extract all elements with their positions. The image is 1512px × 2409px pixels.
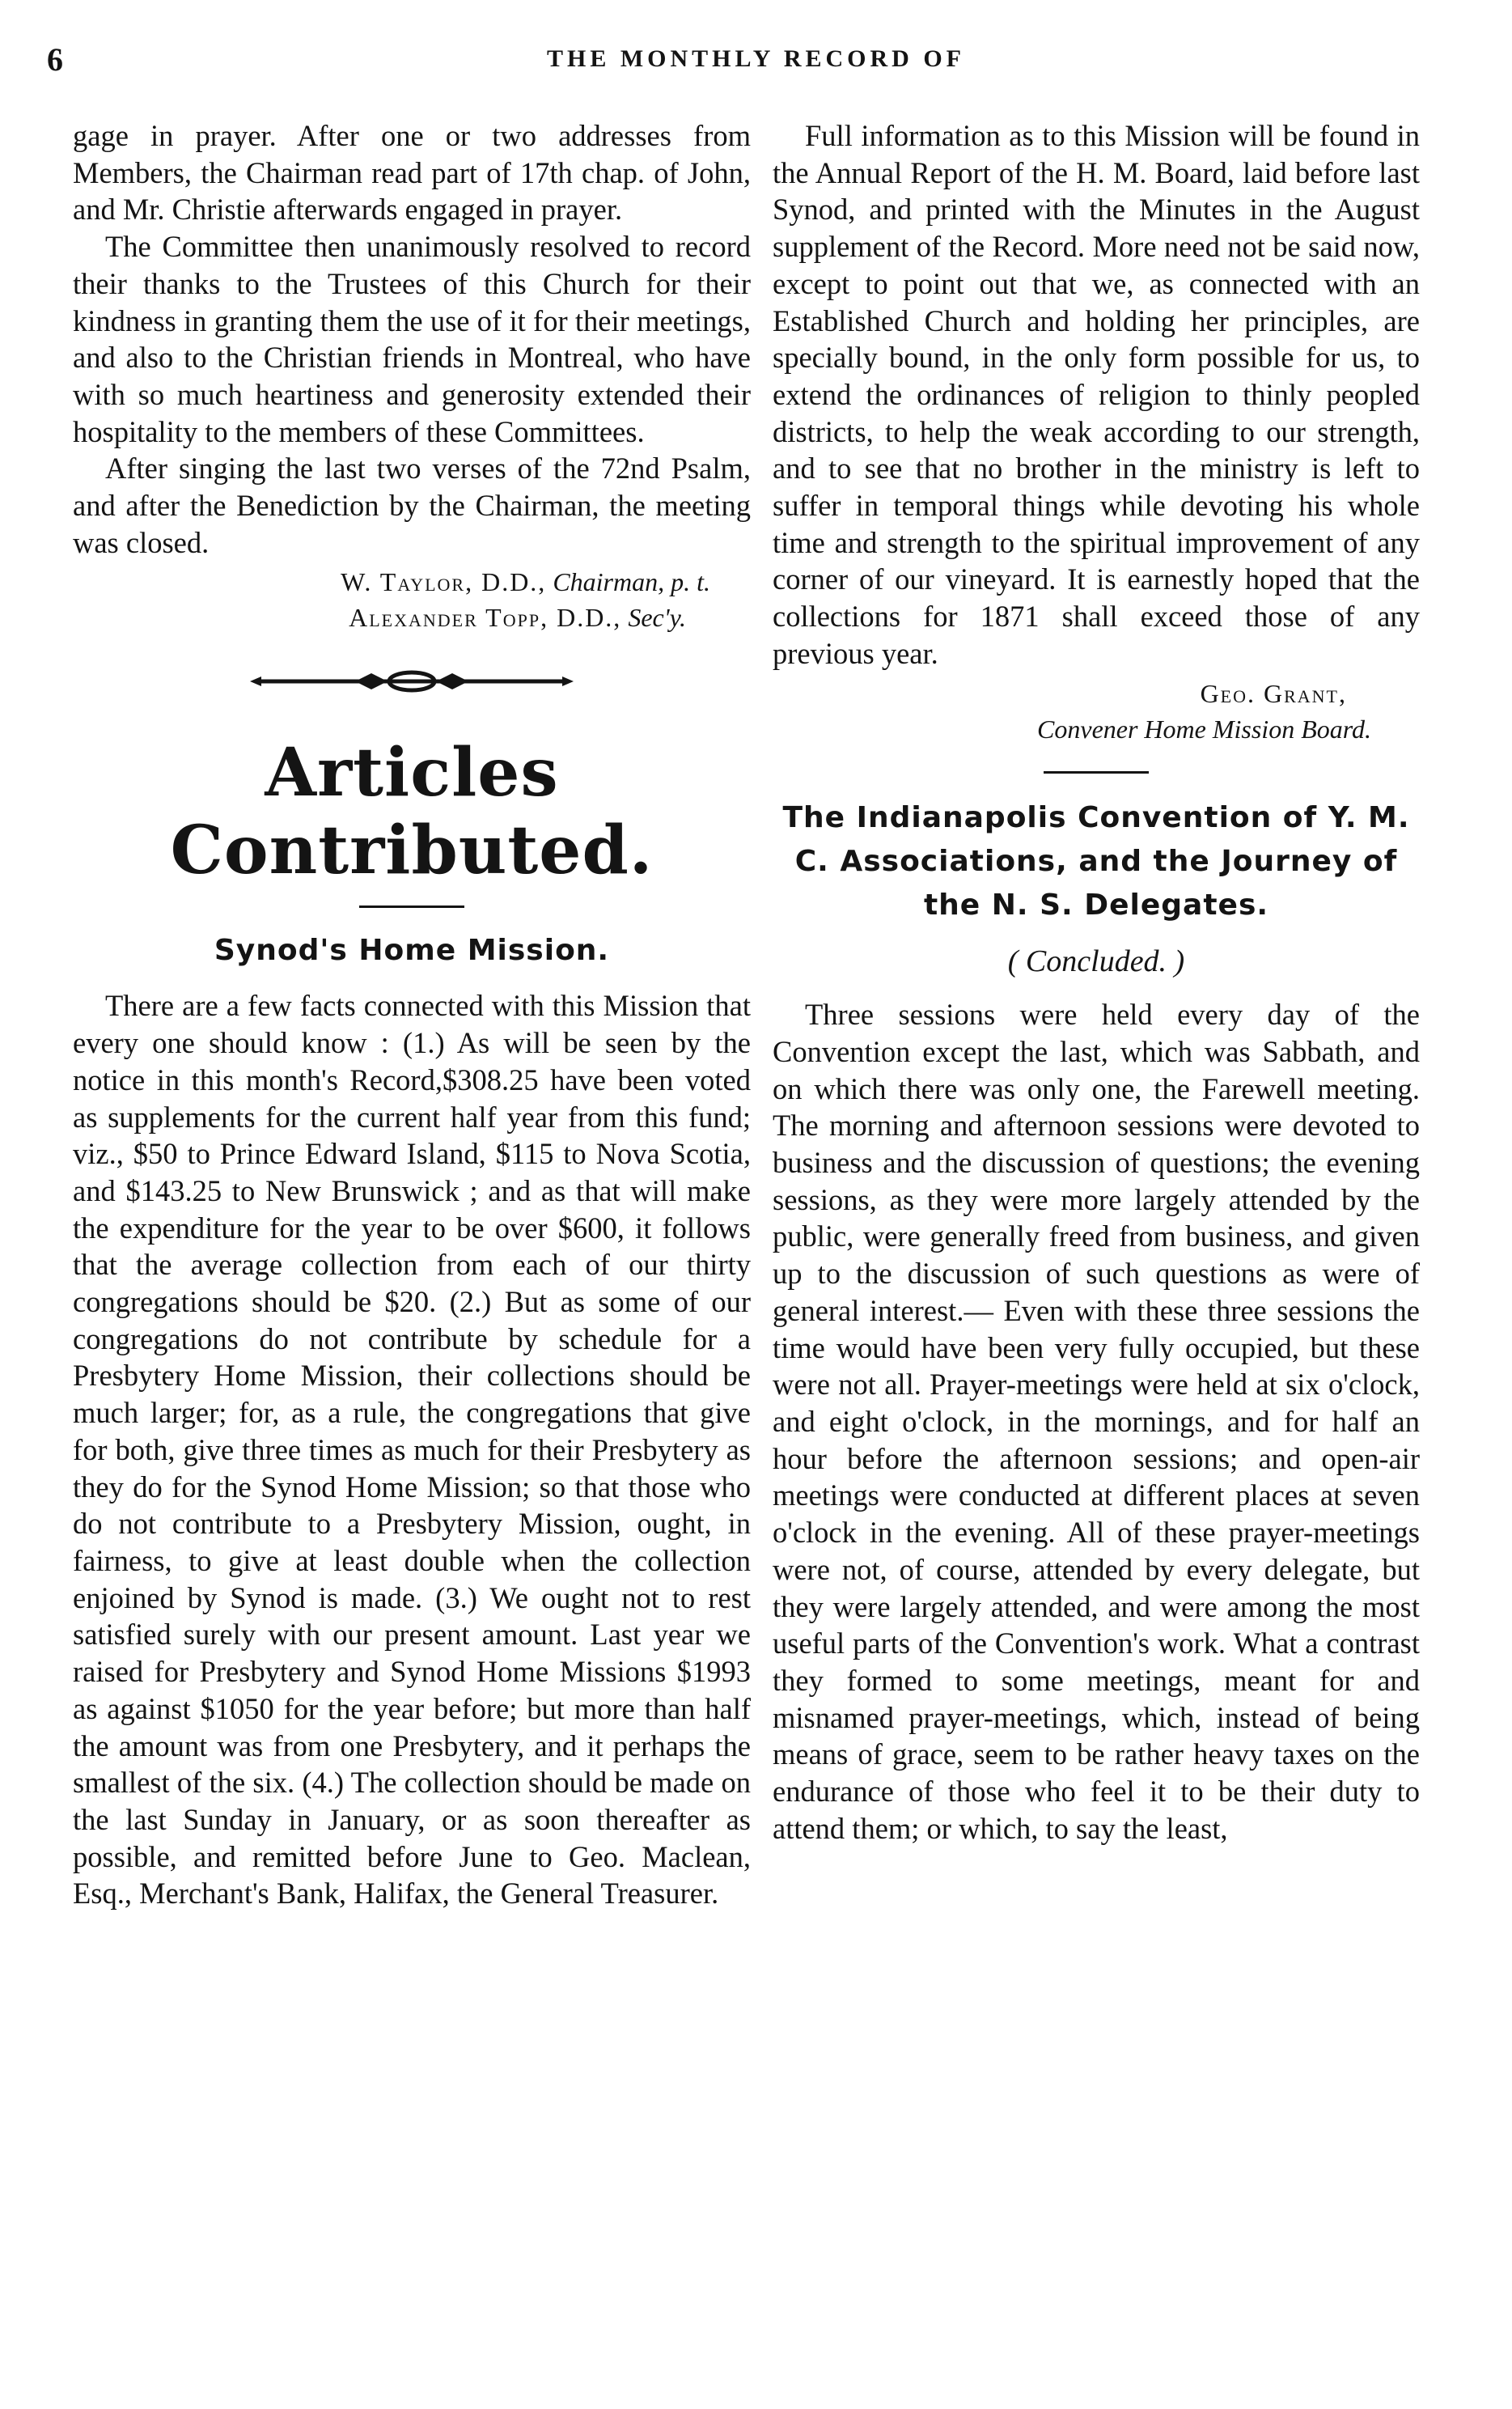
- signature-secretary-role: Sec'y.: [628, 603, 686, 633]
- ornamental-rule: [250, 669, 574, 693]
- section-rule: [359, 905, 464, 908]
- article-title-home-mission: Synod's Home Mission.: [214, 934, 610, 968]
- signature-secretary-name: Alexander Topp, D.D.,: [349, 603, 622, 633]
- running-title: THE MONTHLY RECORD OF: [547, 45, 965, 72]
- left-column: [73, 117, 751, 1912]
- article-separator-rule: [1044, 771, 1149, 774]
- right-paragraph-1: Full information as to this Mission will be found in the Annual Report of the H. M. Board, laid before last Synod, and printed with the Minutes in the August supplement of the Record. More need not be said now, except to point out that we, as connected with an Established Church and holding her principles, are specially bound, in the only form possible for us, to extend the ordinances of religion to thinly peopled districts, to help the weak according to our strength, and to see that no brother in the ministry is left to suffer in temporal things while devoting his whole time and strength to the spiritual improvement of any corner of our vineyard. It is earnestly hoped that the collections for 1871 shall exceed those of any previous year.: [773, 119, 1420, 670]
- article-concluded-note: ( Concluded. ): [1007, 944, 1185, 978]
- signature-convener-name: Geo. Grant,: [1200, 678, 1347, 708]
- article-body-home-mission: There are a few facts connected with this Mission that every one should know : (1.) As will be seen by the notice in this month's Record,$308.25 have been voted as supplements for the current half year from this fund; viz., $50 to Prince Edward Island, $115 to Nova Scotia, and $143.25 to New Brunswick ; and as that will make the expenditure for the year to be over $600, it follows that the average collection from each of our thirty congregations should be $20. (2.) But as some of our congregations do not contribute by schedule for a Presbytery Home Mission, their collections should be much larger; for, as a rule, the congregations that give for both, give three times as much for their Presbytery as they do for the Synod Home Mission; so that those who do not contribute to a Presbytery Mission, ought, in fairness, to give at least double when the collection enjoined by Synod is made. (3.) We ought not to rest satisfied surely with our present amount. Last year we raised for Presbytery and Synod Home Missions $1993 as against $1050 for the year before; but more than half the amount was from one Presbytery, and it perhaps the smallest of the six. (4.) The collection should be made on the last Sunday in January, or as soon thereafter as possible, and remitted before June to Geo. Maclean, Esq., Merchant's Bank, Halifax, the General Treasurer.: [73, 989, 751, 1911]
- signature-secretary: [73, 600, 751, 635]
- article-title-convention: The Indianapolis Convention of Y. M. C. Associations, and the Journey of the N. S. Delegates.: [782, 800, 1410, 922]
- signature-chairman-role: Chairman, p. t.: [553, 567, 710, 597]
- section-heading: Articles Contributed.: [170, 734, 654, 890]
- left-paragraph-1: gage in prayer. After one or two addresses from Members, the Chairman read part of 17th chap. of John, and Mr. Christie afterwards engaged in prayer.: [73, 119, 751, 227]
- signature-chairman: [73, 564, 751, 600]
- left-paragraph-2: The Committee then unanimously resolved to record their thanks to the Trustees of this Church for their kindness in granting them the use of it for their meetings, and also to the Christian friends in Montreal, who have with so much heartiness and generosity extended their hospitality to the members of these Committees.: [73, 230, 751, 448]
- signature-convener-role-line: [773, 711, 1420, 747]
- signature-chairman-name: W. Taylor, D.D.,: [341, 567, 547, 597]
- signature-convener: [773, 676, 1420, 711]
- left-paragraph-3: After singing the last two verses of the 72nd Psalm, and after the Benediction by the Chairman, the meeting was closed.: [73, 452, 751, 559]
- right-column: [773, 117, 1420, 1847]
- page-number: 6: [47, 41, 63, 78]
- signature-convener-role: Convener Home Mission Board.: [1037, 714, 1371, 744]
- article-body-convention: Three sessions were held every day of the Convention except the last, which was Sabbath, and on which there was only one, the Farewell meeting. The morning and afternoon sessions were devoted to business and the discussion of questions; the evening sessions, as they were more largely attended by the public, were generally freed from business, and given up to the discussion of such questions as were of general interest.— Even with these three sessions the time would have been very fully occupied, but these were not all. Prayer-meetings were held at six o'clock, and eight o'clock, in the mornings, and for half an hour before the afternoon sessions; and open-air meetings were conducted at different places at seven o'clock in the evening. All of these prayer-meetings were not, of course, attended by every delegate, but they were largely attended, and were among the most useful parts of the Convention's work. What a contrast they formed to some meetings, meant for and misnamed prayer-meetings, which, instead of being means of grace, seem to be rather heavy taxes on the endurance of those who feel it to be their duty to attend them; or which, to say the least,: [773, 998, 1420, 1845]
